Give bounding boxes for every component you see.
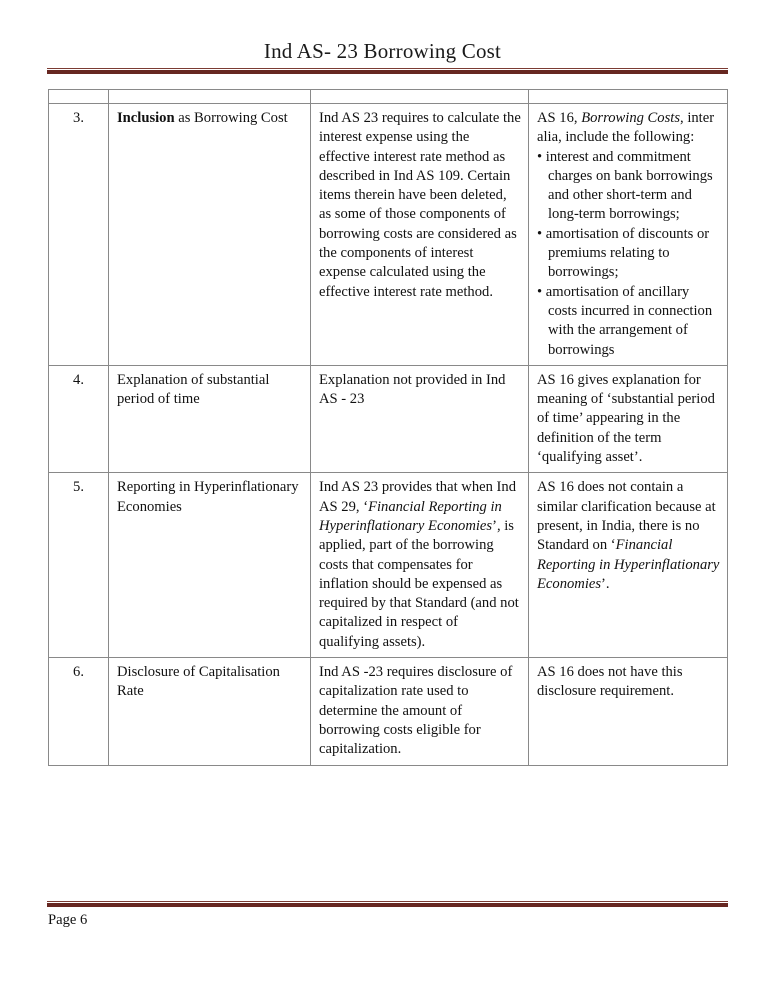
list-item-text: amortisation of discounts or premiums relating to borrowings; [545, 225, 710, 281]
row-as-16: AS 16 gives explanation for meaning of ‘substantial period of time’ appearing in the definition of the term ‘qualifying asset’. [529, 365, 728, 472]
as-lead-tail: , inter alia, include the following: [537, 110, 715, 146]
ind-plain-2: ’, is applied, part of the borrowing costs that compensates for inflation should be expensed as required by that Standard (and not capitalized in respect of qualifying assets). [319, 517, 519, 650]
page-header [0, 38, 765, 64]
row-number: 6. [49, 658, 109, 765]
row-topic-rest: as Borrowing Cost [174, 110, 288, 126]
row-topic [109, 104, 311, 366]
row-ind-as: Explanation not provided in Ind AS - 23 [311, 365, 529, 472]
list-item [537, 225, 720, 283]
table-row [49, 104, 728, 366]
list-item-text: amortisation of ancillary costs incurred in connection with the arrangement of borrowings [545, 283, 713, 358]
spacer-cell-ind [311, 90, 529, 104]
table-row [49, 473, 728, 658]
row-ind-as [311, 473, 529, 658]
row-as-16 [529, 473, 728, 658]
row-number: 3. [49, 104, 109, 366]
page-footer [48, 910, 729, 930]
as-italic: Financial Reporting in Hyperinflationary Economies [537, 537, 720, 592]
spacer-cell-num [49, 90, 109, 104]
row-number: 5. [49, 473, 109, 658]
bullet-icon: • [537, 148, 543, 165]
spacer-cell-topic [109, 90, 311, 104]
as-plain-2: ’. [601, 575, 610, 592]
ind-plain-1: Ind AS 23 provides that when Ind AS 29, ‘ [319, 479, 516, 515]
row-as-16: AS 16 does not have this disclosure requirement. [529, 658, 728, 765]
as-lead-italic: Borrowing Costs [581, 110, 681, 126]
header-rule [47, 68, 728, 74]
bullet-icon: • [537, 283, 543, 300]
page-number-label: Page 6 [48, 912, 88, 928]
footer-rule [47, 901, 728, 907]
table-continuation-row [49, 90, 728, 104]
list-item [537, 148, 720, 225]
ind-italic: Financial Reporting in Hyperinflationary Economies [319, 498, 502, 534]
page-title: Ind AS- 23 Borrowing Cost [263, 39, 502, 63]
as-plain-1: AS 16 does not contain a similar clarification because at present, in India, there is no Standard on ‘ [537, 479, 716, 554]
row-ind-as: Ind AS 23 requires to calculate the interest expense using the effective interest rate method as described in Ind AS 109. Certain items therein have been deleted, as some of those components of borrowing costs are considered as the components of interest expense calculated using the effective interest rate method. [311, 104, 529, 366]
row-as-16 [529, 104, 728, 366]
table-row [49, 658, 728, 765]
row-topic-bold: Inclusion [117, 110, 175, 126]
comparison-table [48, 89, 728, 766]
list-item-text: interest and commitment charges on bank borrowings and other short-term and long-term borrowings; [545, 148, 713, 223]
footer-rule-thick [47, 903, 728, 907]
row-topic: Disclosure of Capitalisation Rate [109, 658, 311, 765]
header-rule-thick [47, 70, 728, 74]
row-ind-as: Ind AS -23 requires disclosure of capitalization rate used to determine the amount of borrowing costs eligible for capitalization. [311, 658, 529, 765]
row-number: 4. [49, 365, 109, 472]
bullet-icon: • [537, 225, 543, 242]
as-bullet-list [537, 148, 720, 360]
row-topic: Reporting in Hyperinflationary Economies [109, 473, 311, 658]
row-topic: Explanation of substantial period of time [109, 365, 311, 472]
list-item [537, 283, 720, 360]
as-lead-plain: AS 16, [537, 110, 582, 126]
spacer-cell-as [529, 90, 728, 104]
table-row [49, 365, 728, 472]
